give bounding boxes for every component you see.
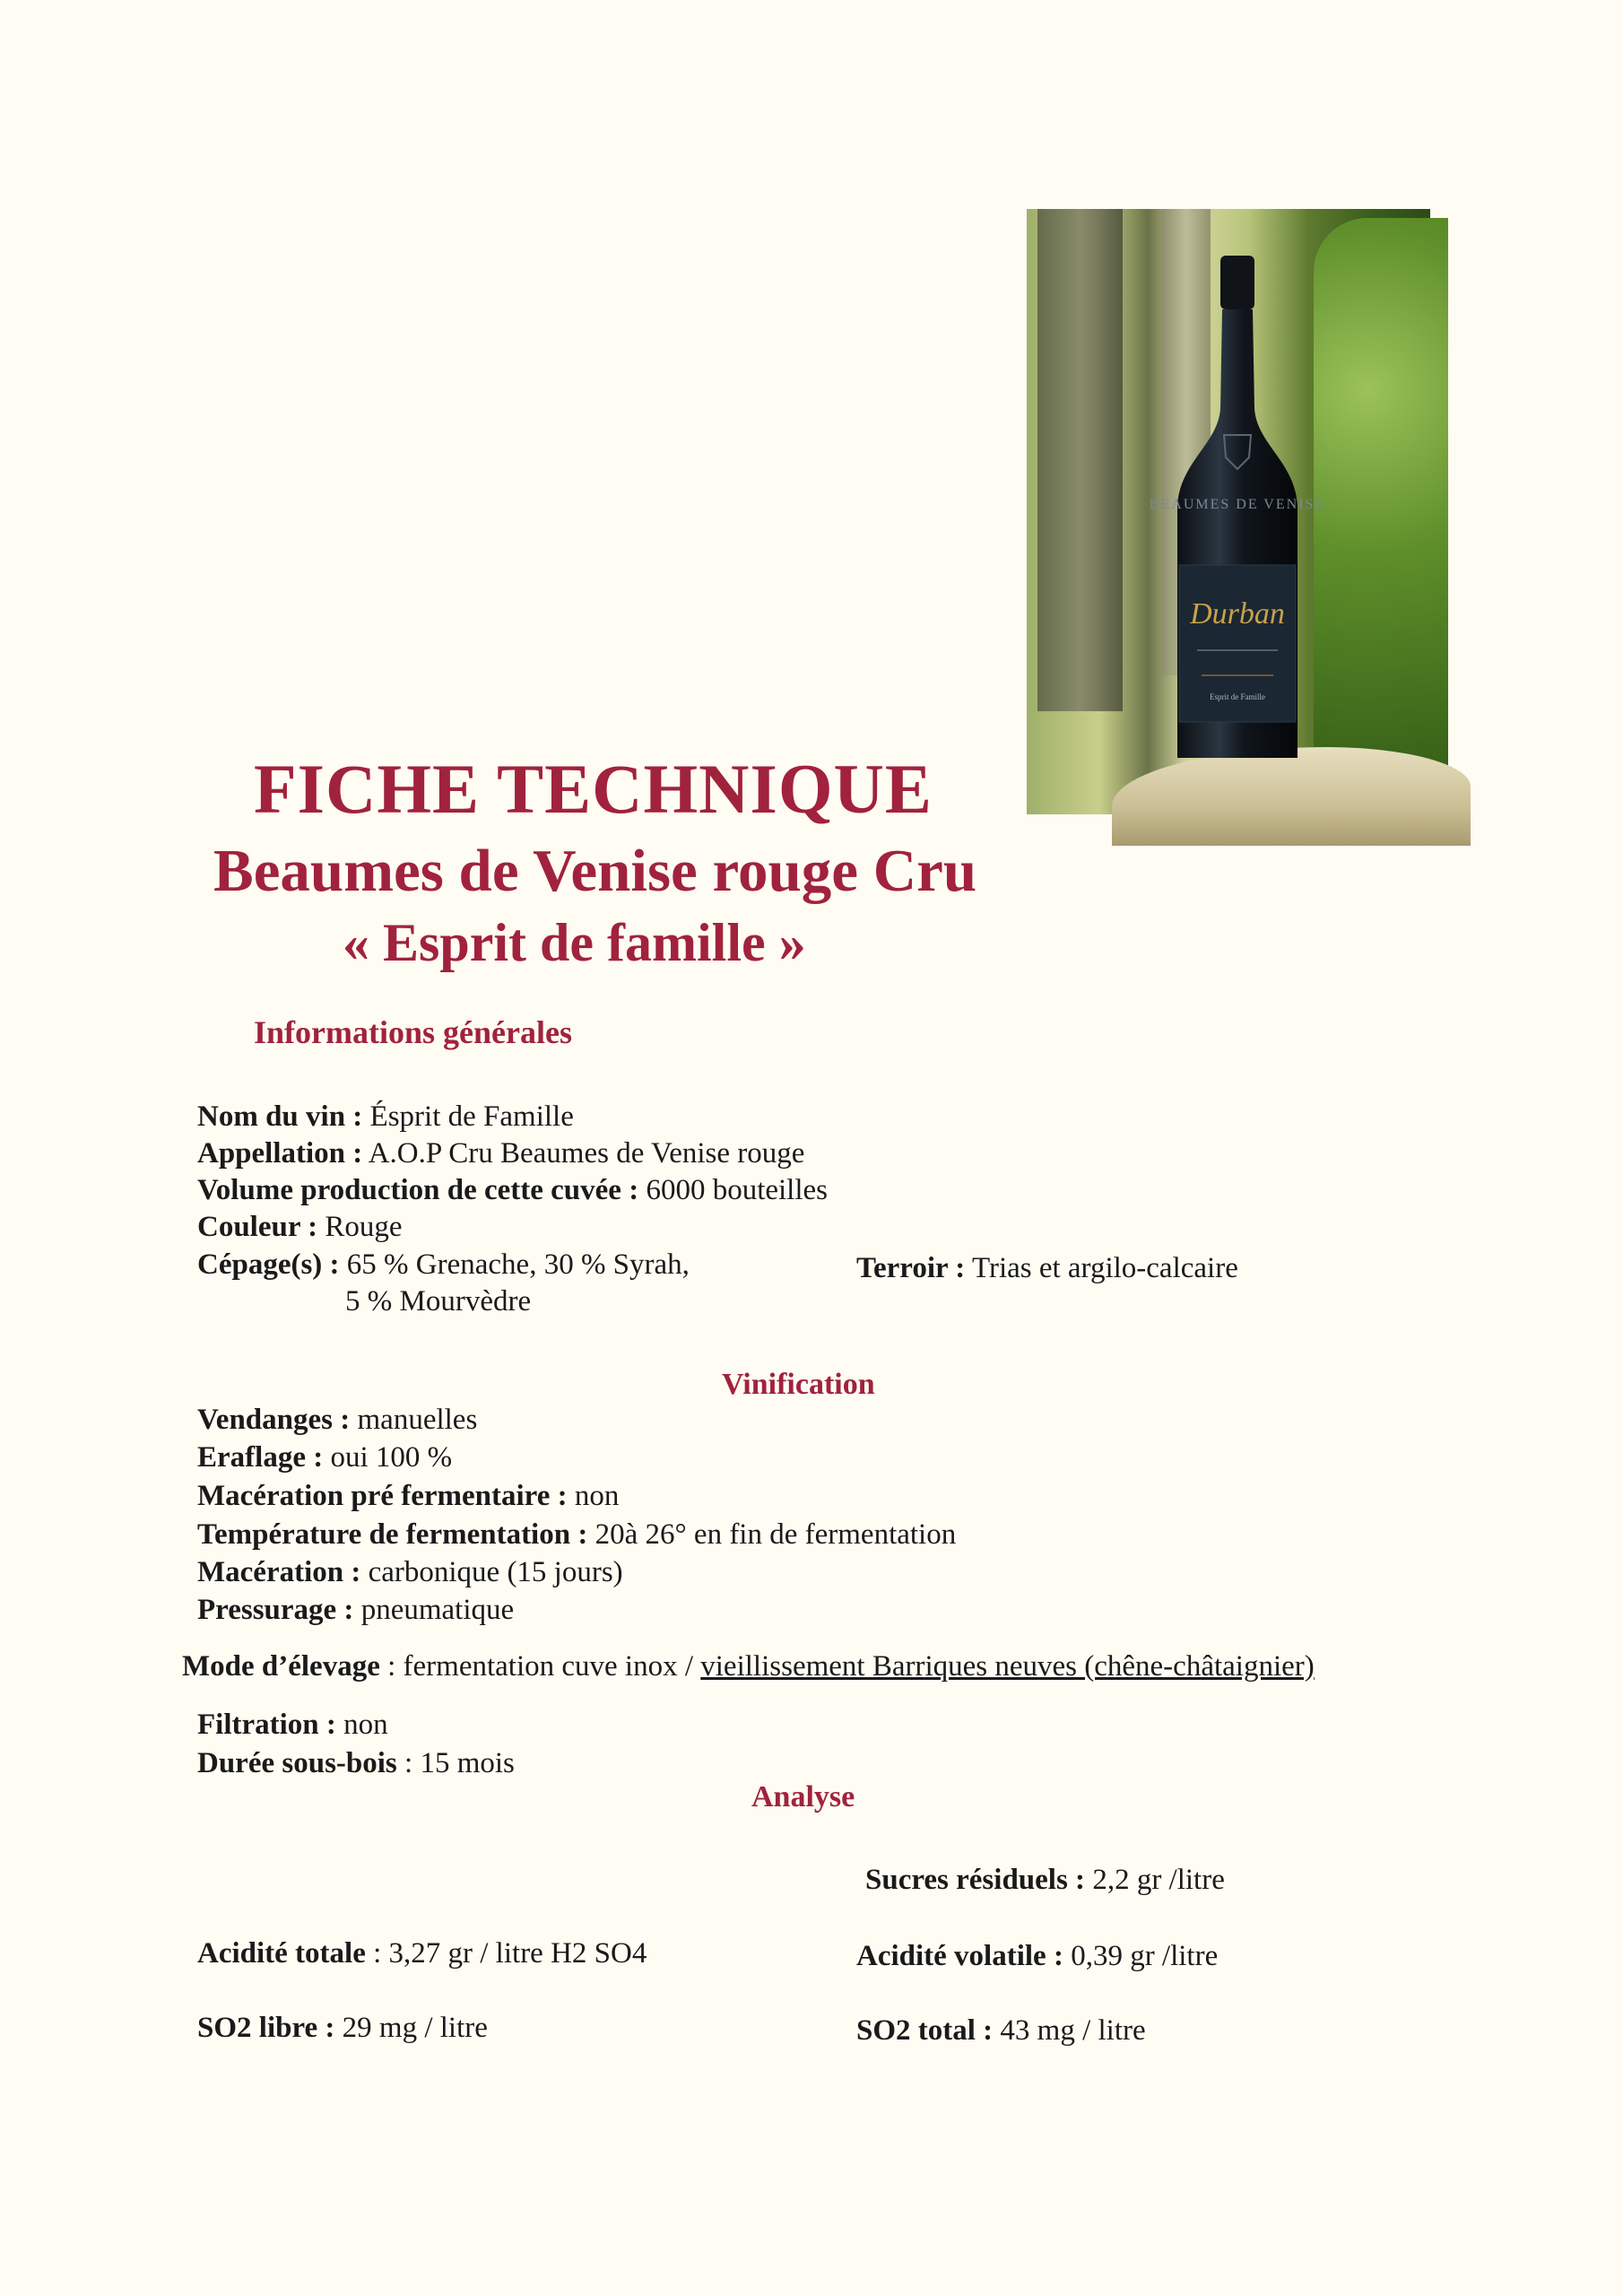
field-label: Acidité volatile : — [856, 1940, 1063, 1972]
field-label: Pressurage : — [197, 1594, 354, 1626]
field-label: Couleur : — [197, 1211, 318, 1243]
field-value: pneumatique — [353, 1594, 515, 1626]
label-brand: Durban — [1190, 597, 1285, 631]
field-value: non — [567, 1480, 620, 1512]
field-label: Nom du vin : — [197, 1100, 363, 1133]
field-value-underlined: vieillissement Barriques neuves (chêne-châtaignier) — [700, 1650, 1315, 1683]
label-cuvee: Esprit de Famille — [1210, 692, 1265, 701]
field-value: 20à 26° en fin de fermentation — [587, 1518, 957, 1551]
field-value: 29 mg / litre — [334, 2012, 488, 2044]
field-value: A.O.P Cru Beaumes de Venise rouge — [362, 1137, 805, 1170]
field-label: Température de fermentation : — [197, 1518, 588, 1551]
tree-trunk — [1037, 209, 1123, 711]
grapes-row — [197, 1248, 690, 1282]
wine-appellation-title: Beaumes de Venise rouge Cru — [213, 838, 977, 904]
temperature-row — [197, 1518, 956, 1552]
field-label: Sucres résiduels : — [865, 1864, 1086, 1896]
field-value: : 15 mois — [396, 1747, 515, 1779]
field-value: 6000 bouteilles — [638, 1174, 828, 1206]
field-label: Eraflage : — [197, 1441, 324, 1474]
field-value: : fermentation cuve inox / — [379, 1650, 701, 1683]
appellation-row — [197, 1137, 804, 1170]
field-value: Trias et argilo-calcaire — [965, 1252, 1238, 1284]
field-value: manuelles — [350, 1404, 478, 1436]
wine-name-row — [197, 1100, 574, 1134]
field-label: SO2 total : — [856, 2014, 994, 2047]
wine-bottle-photo — [1027, 209, 1430, 814]
field-value: non — [335, 1709, 388, 1741]
maceration-row — [197, 1556, 623, 1589]
harvest-row — [197, 1404, 477, 1437]
field-label: Durée sous-bois — [197, 1747, 397, 1779]
prefermentation-row — [197, 1480, 619, 1513]
field-value: 43 mg / litre — [993, 2014, 1146, 2047]
cuvee-title: « Esprit de famille » — [343, 913, 806, 972]
field-label: Filtration : — [197, 1709, 336, 1741]
field-label: Mode d’élevage — [182, 1650, 380, 1683]
field-value: oui 100 % — [323, 1441, 453, 1474]
ageing-row — [182, 1650, 1315, 1683]
embossed-bottle-text: BEAUMES DE VENISE — [1149, 497, 1326, 512]
field-label: Appellation : — [197, 1137, 363, 1170]
destemming-row — [197, 1441, 452, 1474]
field-value: 2,2 gr /litre — [1085, 1864, 1225, 1896]
volatile-acidity-row — [856, 1940, 1218, 1973]
residual-sugar-row — [865, 1864, 1225, 1897]
field-value: carbonique (15 jours) — [360, 1556, 623, 1588]
section-heading-general: Informations générales — [254, 1014, 572, 1050]
hedge — [1314, 218, 1448, 792]
field-value: Ésprit de Famille — [362, 1100, 574, 1133]
field-label: Vendanges : — [197, 1404, 351, 1436]
field-label: Macération pré fermentaire : — [197, 1480, 568, 1512]
field-value: Rouge — [317, 1211, 403, 1243]
wood-ageing-row — [197, 1747, 515, 1780]
wine-bottle — [1149, 256, 1326, 767]
field-value: 0,39 gr /litre — [1063, 1940, 1219, 1972]
field-label: Terroir : — [856, 1252, 966, 1284]
volume-row — [197, 1174, 828, 1207]
filtration-row — [197, 1709, 388, 1742]
field-value: : 3,27 gr / litre H2 SO4 — [365, 1937, 647, 1970]
field-label: SO2 libre : — [197, 2012, 335, 2044]
page-title: FICHE TECHNIQUE — [254, 750, 933, 828]
terroir-row — [856, 1252, 1238, 1285]
field-label: Cépage(s) : — [197, 1248, 340, 1281]
field-label: Volume production de cette cuvée : — [197, 1174, 639, 1206]
pressing-row — [197, 1594, 514, 1627]
color-row — [197, 1211, 403, 1244]
free-so2-row — [197, 2012, 488, 2045]
grapes-row-continued: 5 % Mourvèdre — [345, 1285, 532, 1318]
field-value: 65 % Grenache, 30 % Syrah, — [339, 1248, 690, 1281]
section-heading-vinification: Vinification — [722, 1368, 875, 1401]
field-label: Macération : — [197, 1556, 361, 1588]
field-label: Acidité totale — [197, 1937, 366, 1970]
section-heading-analysis: Analyse — [751, 1780, 855, 1813]
total-so2-row — [856, 2014, 1146, 2048]
total-acidity-row — [197, 1937, 647, 1970]
